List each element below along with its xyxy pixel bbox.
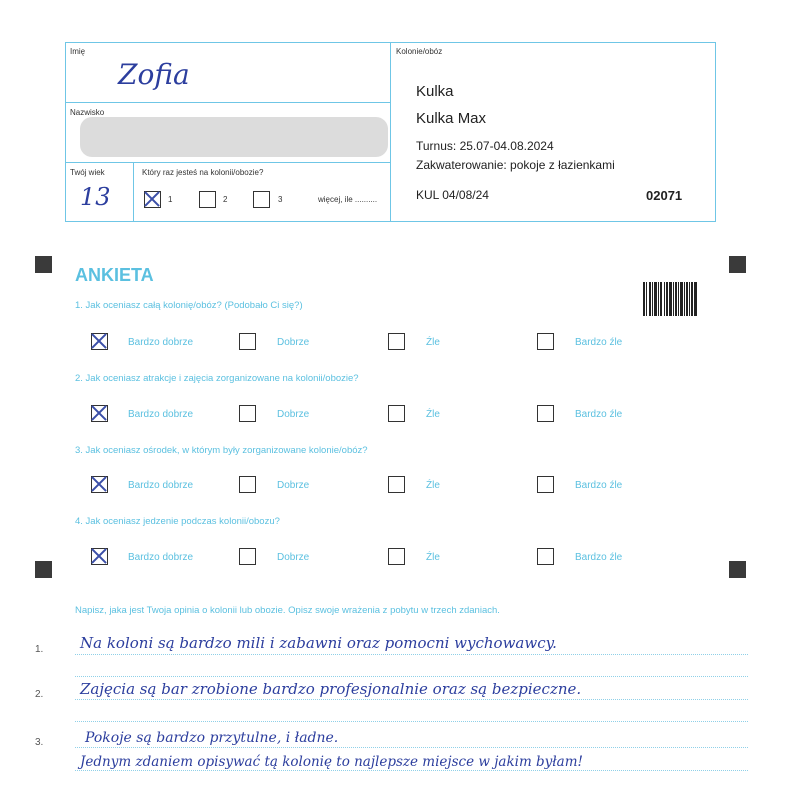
wiek-label: Twój wiek [70,168,105,177]
corner-marker-bottom-left [35,561,52,578]
q4-checkbox-bardzo-dobrze[interactable] [91,548,108,565]
q2-label-bardzo-zle: Bardzo źle [575,409,623,420]
q1-checkbox-bardzo-zle[interactable] [537,333,554,350]
q3-checkbox-zle[interactable] [388,476,405,493]
q2-label-bardzo-dobrze: Bardzo dobrze [128,409,194,420]
nazwisko-label: Nazwisko [70,108,105,117]
answer-text-2: Zajęcia są bar zrobione bardzo profesjonalnie oraz są bezpieczne. [80,680,582,698]
q2-checkbox-dobrze[interactable] [239,405,256,422]
answer-line-1 [75,654,748,655]
barcode-icon [643,282,697,316]
q4-label-dobrze: Dobrze [277,552,310,563]
corner-marker-top-right [729,256,746,273]
answer-text-3a: Pokoje są bardzo przytulne, i ładne. [85,730,339,746]
corner-marker-bottom-right [729,561,746,578]
q1-label-bardzo-dobrze: Bardzo dobrze [128,337,194,348]
header-divider-2 [65,162,390,163]
q4-label-zle: Źle [426,552,440,563]
line-number-1: 1. [35,644,44,655]
q1-checkbox-dobrze[interactable] [239,333,256,350]
q1-checkbox-zle[interactable] [388,333,405,350]
form-number: 02071 [646,188,683,203]
q2-checkbox-zle[interactable] [388,405,405,422]
question-1: 1. Jak oceniasz całą kolonię/obóz? (Podobało Ci się?) [75,300,303,311]
line-number-2: 2. [35,689,44,700]
q4-checkbox-dobrze[interactable] [239,548,256,565]
answer-line-1b [75,676,748,677]
answer-text-1: Na koloni są bardzo mili i zabawni oraz pomocni wychowawcy. [80,634,557,652]
colony-name: Kulka [416,83,454,100]
q3-checkbox-bardzo-dobrze[interactable] [91,476,108,493]
times-more-label: więcej, ile .......... [318,195,378,204]
answer-line-2b [75,721,748,722]
q1-checkbox-bardzo-dobrze[interactable] [91,333,108,350]
answer-line-2 [75,699,748,700]
imie-label: Imię [70,47,86,56]
times-label-1: 1 [168,195,173,204]
colony-sub: Kulka Max [416,110,487,127]
header-divider-vertical [390,42,391,222]
turnus: Turnus: 25.07-04.08.2024 [416,139,554,153]
q4-label-bardzo-zle: Bardzo źle [575,552,623,563]
corner-marker-top-left [35,256,52,273]
line-number-3: 3. [35,737,44,748]
times-checkbox-3[interactable] [253,191,270,208]
survey-title: ANKIETA [75,265,154,285]
q3-label-bardzo-zle: Bardzo źle [575,480,623,491]
q3-label-dobrze: Dobrze [277,480,310,491]
answer-text-3b: Jednym zdaniem opisywać tą kolonię to najlepsze miejsce w jakim byłam! [80,754,583,770]
q2-label-dobrze: Dobrze [277,409,310,420]
ktory-raz-label: Który raz jesteś na kolonii/obozie? [142,168,264,177]
q1-label-bardzo-zle: Bardzo źle [575,337,623,348]
q1-label-dobrze: Dobrze [277,337,310,348]
question-2: 2. Jak oceniasz atrakcje i zajęcia zorganizowane na kolonii/obozie? [75,373,359,384]
imie-value: Zofia [118,58,190,91]
q4-checkbox-zle[interactable] [388,548,405,565]
q2-checkbox-bardzo-zle[interactable] [537,405,554,422]
times-label-2: 2 [223,195,228,204]
q3-checkbox-bardzo-zle[interactable] [537,476,554,493]
opinion-prompt: Napisz, jaka jest Twoja opinia o kolonii lub obozie. Opisz swoje wrażenia z pobytu w trzech zdaniach. [75,605,500,616]
header-divider-1 [65,102,390,103]
times-checkbox-2[interactable] [199,191,216,208]
q3-label-zle: Źle [426,480,440,491]
wiek-value: 13 [80,183,111,211]
answer-line-3b [75,770,748,771]
question-4: 4. Jak oceniasz jedzenie podczas kolonii/obozu? [75,516,280,527]
q1-label-zle: Źle [426,337,440,348]
camp-code: KUL 04/08/24 [416,188,489,202]
times-label-3: 3 [278,195,283,204]
q2-checkbox-bardzo-dobrze[interactable] [91,405,108,422]
q4-checkbox-bardzo-zle[interactable] [537,548,554,565]
kolonie-label: Kolonie/obóz [396,47,443,56]
nazwisko-redacted [80,117,388,157]
q3-checkbox-dobrze[interactable] [239,476,256,493]
times-checkbox-1[interactable] [144,191,161,208]
header-divider-age [133,162,134,222]
question-3: 3. Jak oceniasz ośrodek, w którym były zorganizowane kolonie/obóz? [75,445,368,456]
q4-label-bardzo-dobrze: Bardzo dobrze [128,552,194,563]
q3-label-bardzo-dobrze: Bardzo dobrze [128,480,194,491]
answer-line-3 [75,747,748,748]
q2-label-zle: Źle [426,409,440,420]
zakwaterowanie: Zakwaterowanie: pokoje z łazienkami [416,158,615,172]
